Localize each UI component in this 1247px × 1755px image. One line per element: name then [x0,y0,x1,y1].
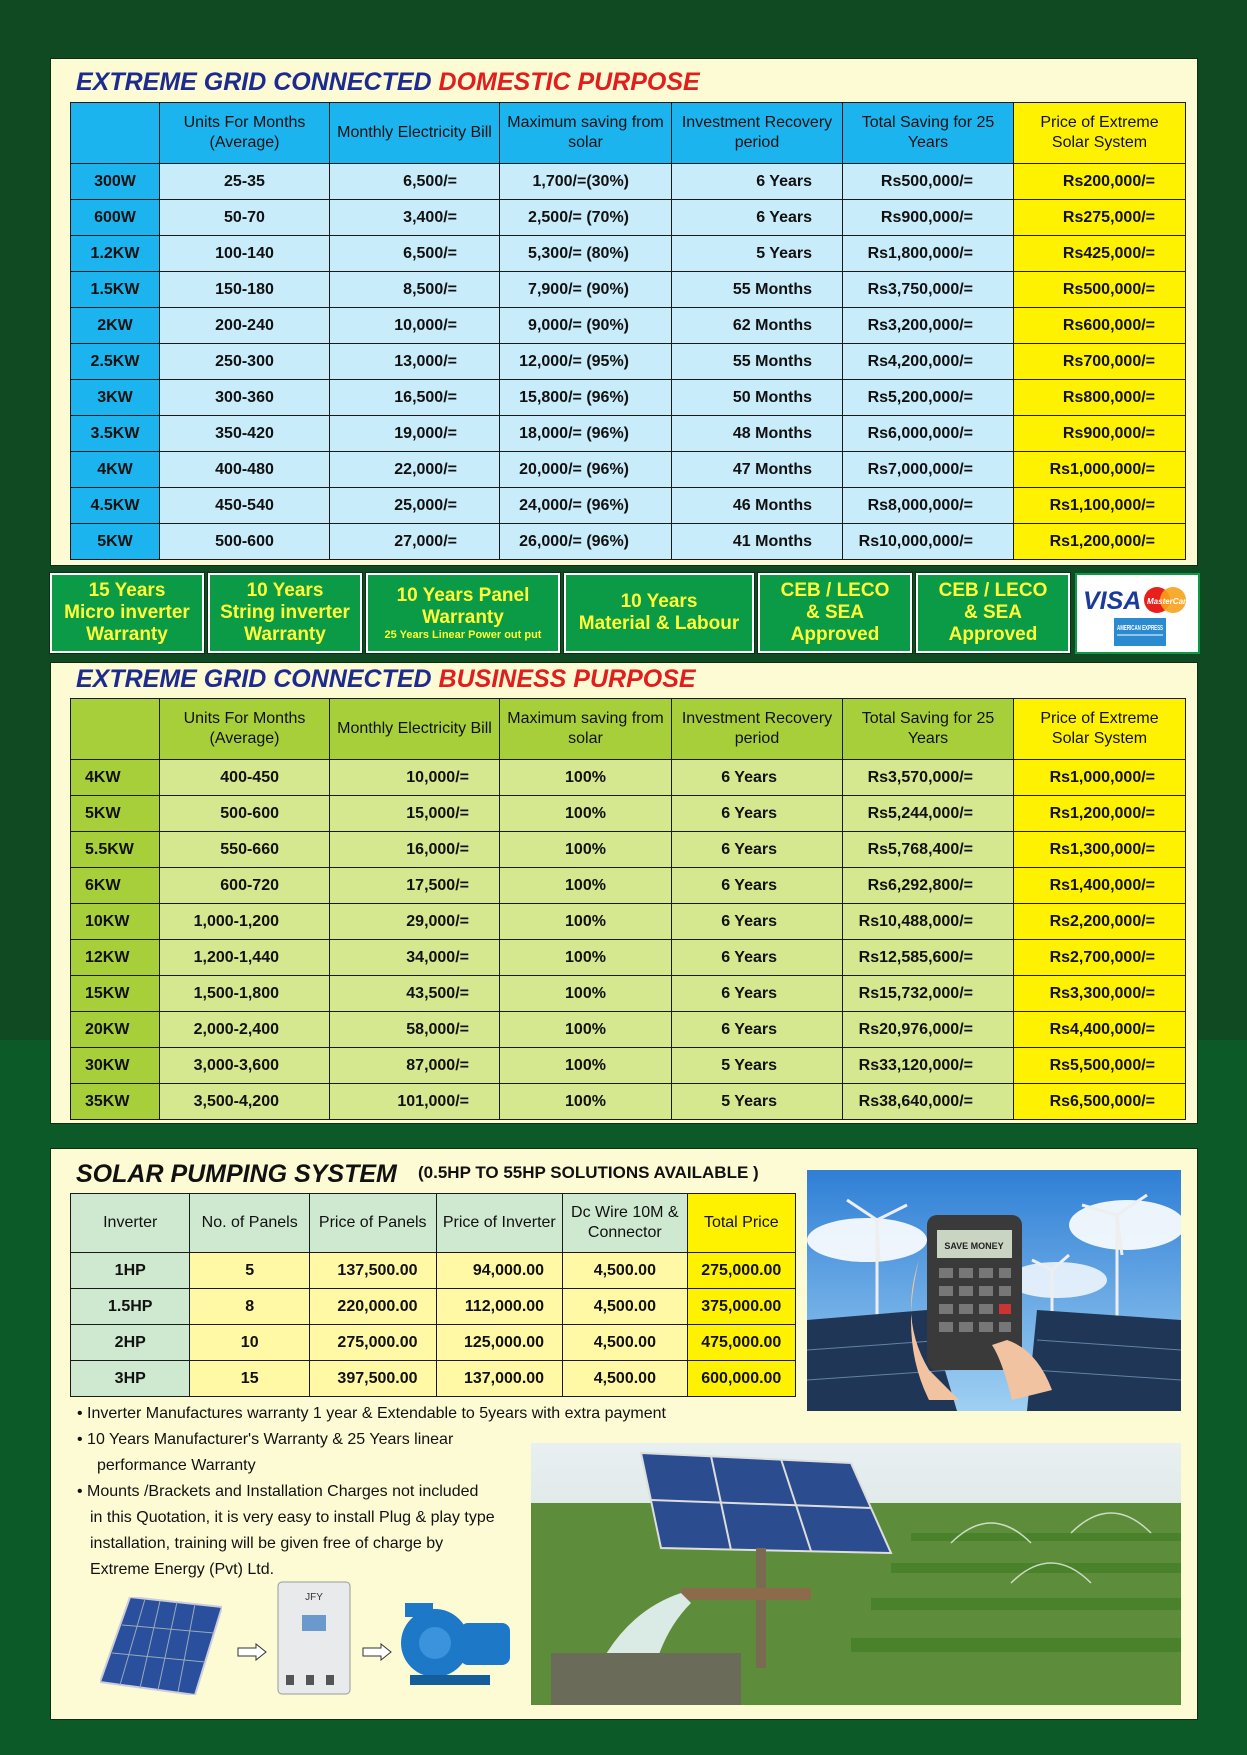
domestic-cell: Rs800,000/= [1014,380,1186,416]
domestic-cell: 6,500/= [330,236,500,272]
business-header-row [71,699,1186,760]
visa-text: VISA [1083,587,1142,615]
business-cell: 5KW [71,796,160,832]
domestic-row [71,380,1186,416]
domestic-cell: 2KW [71,308,160,344]
domestic-header-cell: Maximum saving from solar [500,103,672,164]
domestic-header-cell: Price of Extreme Solar System [1014,103,1186,164]
inverter-brand: JFY [305,1592,323,1603]
domestic-cell: 50-70 [160,200,330,236]
domestic-cell: 6 Years [672,200,843,236]
domestic-cell: 600W [71,200,160,236]
badge-line: 15 Years [88,580,166,601]
domestic-cell: 55 Months [672,344,843,380]
amex-text: AMERICAN EXPRESS [1117,625,1164,632]
business-cell: 550-660 [160,832,330,868]
domestic-cell: 46 Months [672,488,843,524]
domestic-cell: 300-360 [160,380,330,416]
business-cell: 600-720 [160,868,330,904]
business-cell: Rs3,570,000/= [843,760,1014,796]
business-cell: Rs6,292,800/= [843,868,1014,904]
business-header-cell: Total Saving for 25 Years [843,699,1014,760]
business-cell: Rs12,585,600/= [843,940,1014,976]
domestic-cell: 4.5KW [71,488,160,524]
badge-line: & SEA [963,602,1023,623]
business-cell: Rs2,200,000/= [1014,904,1186,940]
business-cell: Rs2,700,000/= [1014,940,1186,976]
pumping-cell: 4,500.00 [563,1253,688,1289]
business-cell: Rs38,640,000/= [843,1084,1014,1120]
domestic-header-row [71,103,1186,164]
pumping-cell: 137,500.00 [309,1253,436,1289]
business-cell: 100% [500,1012,672,1048]
domestic-cell: 8,500/= [330,272,500,308]
save-money-photo [807,1170,1181,1411]
business-cell: 87,000/= [330,1048,500,1084]
domestic-cell: 6 Years [672,164,843,200]
domestic-row [71,272,1186,308]
domestic-header-cell: Investment Recovery period [672,103,843,164]
pumping-header-cell: Total Price [687,1194,795,1253]
pumping-cell: 4,500.00 [563,1325,688,1361]
domestic-cell: 50 Months [672,380,843,416]
domestic-cell: 350-420 [160,416,330,452]
domestic-cell: 250-300 [160,344,330,380]
note-1: • Inverter Manufactures warranty 1 year & Extendable to 5years with extra payment [77,1405,666,1422]
business-cell: 100% [500,1084,672,1120]
business-cell: 2,000-2,400 [160,1012,330,1048]
pumping-row [71,1253,796,1289]
domestic-row [71,524,1186,560]
badge-line: Warranty [86,624,168,645]
domestic-cell: 2.5KW [71,344,160,380]
business-row [71,1012,1186,1048]
business-cell: 43,500/= [330,976,500,1012]
pumping-cell: 5 [190,1253,309,1289]
domestic-cell: 6,500/= [330,164,500,200]
business-cell: 17,500/= [330,868,500,904]
domestic-cell: 3KW [71,380,160,416]
business-cell: Rs15,732,000/= [843,976,1014,1012]
pumping-cell: 1.5HP [71,1289,190,1325]
domestic-cell: Rs275,000/= [1014,200,1186,236]
badge-line: Material & Labour [578,613,740,634]
business-header-cell: Price of Extreme Solar System [1014,699,1186,760]
domestic-cell: 27,000/= [330,524,500,560]
domestic-cell: 5KW [71,524,160,560]
pumping-cell: 375,000.00 [687,1289,795,1325]
business-cell: 100% [500,976,672,1012]
domestic-cell: Rs1,200,000/= [1014,524,1186,560]
business-cell: Rs3,300,000/= [1014,976,1186,1012]
pumping-cell: 2HP [71,1325,190,1361]
badge-line: Approved [790,624,880,645]
business-cell: Rs1,300,000/= [1014,832,1186,868]
domestic-cell: 300W [71,164,160,200]
domestic-cell: 1.5KW [71,272,160,308]
domestic-cell: 47 Months [672,452,843,488]
business-header-cell: Investment Recovery period [672,699,843,760]
domestic-cell: Rs900,000/= [1014,416,1186,452]
domestic-cell: Rs500,000/= [843,164,1014,200]
badge-line: 10 Years [620,591,698,612]
badge-line: & SEA [805,602,865,623]
domestic-cell: 150-180 [160,272,330,308]
domestic-cell: 200-240 [160,308,330,344]
business-header-cell: Monthly Electricity Bill [330,699,500,760]
domestic-cell: Rs600,000/= [1014,308,1186,344]
domestic-cell: 450-540 [160,488,330,524]
domestic-cell: 16,500/= [330,380,500,416]
domestic-cell: 15,800/= (96%) [500,380,672,416]
business-cell: Rs5,768,400/= [843,832,1014,868]
business-cell: 6 Years [672,832,843,868]
pumping-cell: 600,000.00 [687,1361,795,1397]
domestic-cell: 1.2KW [71,236,160,272]
warranty-badge [758,573,912,653]
business-cell: Rs33,120,000/= [843,1048,1014,1084]
business-cell: 35KW [71,1084,160,1120]
domestic-cell: 24,000/= (96%) [500,488,672,524]
business-cell: Rs20,976,000/= [843,1012,1014,1048]
domestic-cell: Rs8,000,000/= [843,488,1014,524]
domestic-cell: Rs5,200,000/= [843,380,1014,416]
business-cell: 5 Years [672,1084,843,1120]
domestic-cell: 4KW [71,452,160,488]
pumping-cell: 220,000.00 [309,1289,436,1325]
business-row [71,1084,1186,1120]
pumping-cell: 125,000.00 [436,1325,563,1361]
business-row [71,796,1186,832]
pumping-cell: 8 [190,1289,309,1325]
domestic-cell: 25,000/= [330,488,500,524]
business-cell: 34,000/= [330,940,500,976]
domestic-cell: Rs3,750,000/= [843,272,1014,308]
pumping-row [71,1361,796,1397]
domestic-cell: 9,000/= (90%) [500,308,672,344]
business-cell: 100% [500,760,672,796]
business-cell: 100% [500,868,672,904]
domestic-cell: 55 Months [672,272,843,308]
note-3: • Mounts /Brackets and Installation Charges not included [77,1483,479,1500]
pumping-header-cell: Dc Wire 10M & Connector [563,1194,688,1253]
pumping-cell: 4,500.00 [563,1361,688,1397]
domestic-row [71,200,1186,236]
business-cell: 6 Years [672,976,843,1012]
pumping-cell: 475,000.00 [687,1325,795,1361]
business-cell: 100% [500,832,672,868]
business-header-cell: Maximum saving from solar [500,699,672,760]
note-3-cont-3: Extreme Energy (Pvt) Ltd. [90,1561,275,1578]
domestic-cell: Rs1,800,000/= [843,236,1014,272]
pumping-cell: 137,000.00 [436,1361,563,1397]
domestic-cell: 400-480 [160,452,330,488]
domestic-cell: 20,000/= (96%) [500,452,672,488]
pumping-cell: 3HP [71,1361,190,1397]
domestic-cell: 100-140 [160,236,330,272]
pumping-cell: 275,000.00 [687,1253,795,1289]
business-cell: Rs4,400,000/= [1014,1012,1186,1048]
business-cell: 100% [500,904,672,940]
pumping-title: SOLAR PUMPING SYSTEM [76,1160,397,1188]
domestic-row [71,164,1186,200]
business-cell: 20KW [71,1012,160,1048]
badge-small-line: 25 Years Linear Power out put [384,628,542,641]
pumping-row [71,1325,796,1361]
pumping-cell: 112,000.00 [436,1289,563,1325]
business-cell: 1,000-1,200 [160,904,330,940]
arrow-right-icon [237,1643,267,1661]
business-row [71,1048,1186,1084]
domestic-title-part1: EXTREME GRID CONNECTED [76,68,432,96]
domestic-cell: 41 Months [672,524,843,560]
business-cell: 10KW [71,904,160,940]
business-cell: 3,500-4,200 [160,1084,330,1120]
domestic-row [71,344,1186,380]
business-cell: 1,200-1,440 [160,940,330,976]
business-title [76,665,696,694]
pumping-cell: 94,000.00 [436,1253,563,1289]
warranty-badge [564,573,754,653]
mastercard-logo [1144,587,1192,613]
pumping-header-cell: Price of Inverter [436,1194,563,1253]
domestic-header-cell: Units For Months (Average) [160,103,330,164]
domestic-cell: Rs6,000,000/= [843,416,1014,452]
solar-pump-photo [531,1443,1181,1705]
business-cell: Rs10,488,000/= [843,904,1014,940]
domestic-cell: Rs1,100,000/= [1014,488,1186,524]
business-cell: 6 Years [672,940,843,976]
domestic-cell: 3,400/= [330,200,500,236]
domestic-cell: 18,000/= (96%) [500,416,672,452]
domestic-cell: 26,000/= (96%) [500,524,672,560]
business-cell: 16,000/= [330,832,500,868]
pumping-header-cell: No. of Panels [190,1194,309,1253]
pumping-header-cell: Inverter [71,1194,190,1253]
domestic-row [71,488,1186,524]
note-3-cont-1: in this Quotation, it is very easy to install Plug & play type [90,1509,495,1526]
business-cell: Rs6,500,000/= [1014,1084,1186,1120]
business-cell: Rs1,000,000/= [1014,760,1186,796]
domestic-cell: 7,900/= (90%) [500,272,672,308]
pumping-row [71,1289,796,1325]
visa-logo [1083,587,1141,615]
business-row [71,868,1186,904]
business-title-part1: EXTREME GRID CONNECTED [76,665,432,693]
badge-line: Approved [948,624,1038,645]
badge-line: String inverter [220,602,350,623]
business-cell: Rs5,244,000/= [843,796,1014,832]
domestic-cell: 12,000/= (95%) [500,344,672,380]
domestic-header-cell: Total Saving for 25 Years [843,103,1014,164]
amex-logo [1114,618,1166,646]
domestic-cell: 22,000/= [330,452,500,488]
pumping-cell: 15 [190,1361,309,1397]
business-row [71,832,1186,868]
domestic-cell: 5,300/= (80%) [500,236,672,272]
domestic-cell: Rs900,000/= [843,200,1014,236]
domestic-cell: Rs425,000/= [1014,236,1186,272]
arrow-right-icon-2 [362,1643,392,1661]
warranty-badge [916,573,1070,653]
domestic-cell: 48 Months [672,416,843,452]
domestic-cell: 2,500/= (70%) [500,200,672,236]
business-row [71,904,1186,940]
pumping-cell: 275,000.00 [309,1325,436,1361]
domestic-price-table [70,102,1186,560]
badge-line: Warranty [244,624,326,645]
business-cell: 30KW [71,1048,160,1084]
domestic-cell: 62 Months [672,308,843,344]
business-cell: 10,000/= [330,760,500,796]
domestic-cell: 500-600 [160,524,330,560]
business-cell: 100% [500,1048,672,1084]
domestic-cell: 3.5KW [71,416,160,452]
domestic-cell: Rs3,200,000/= [843,308,1014,344]
domestic-cell: 5 Years [672,236,843,272]
calculator-display: SAVE MONEY [944,1241,1004,1251]
domestic-row [71,416,1186,452]
domestic-row [71,452,1186,488]
domestic-cell: 25-35 [160,164,330,200]
domestic-row [71,236,1186,272]
business-cell: 6 Years [672,796,843,832]
warranty-badge [208,573,362,653]
badge-line: Warranty [422,606,504,628]
business-cell: 6 Years [672,1012,843,1048]
business-cell: 3,000-3,600 [160,1048,330,1084]
note-2-cont: performance Warranty [97,1457,256,1474]
badge-line: Micro inverter [64,602,190,623]
pumping-cell: 1HP [71,1253,190,1289]
pump-inverter-icon [276,1580,352,1698]
solar-panel-icon [100,1597,222,1695]
business-cell: 15,000/= [330,796,500,832]
pumping-cell: 4,500.00 [563,1289,688,1325]
business-header-cell: Units For Months (Average) [160,699,330,760]
business-title-part2: BUSINESS PURPOSE [438,665,696,693]
business-cell: 100% [500,796,672,832]
business-cell: 58,000/= [330,1012,500,1048]
business-row [71,976,1186,1012]
pumping-subtitle: (0.5HP TO 55HP SOLUTIONS AVAILABLE ) [418,1163,759,1182]
pumping-cell: 10 [190,1325,309,1361]
business-cell: Rs1,400,000/= [1014,868,1186,904]
domestic-cell: Rs7,000,000/= [843,452,1014,488]
domestic-cell: Rs4,200,000/= [843,344,1014,380]
domestic-cell: 19,000/= [330,416,500,452]
pumping-price-table [70,1193,796,1397]
business-cell: Rs5,500,000/= [1014,1048,1186,1084]
business-cell: 5 Years [672,1048,843,1084]
business-cell: 6 Years [672,868,843,904]
domestic-cell: Rs200,000/= [1014,164,1186,200]
business-cell: Rs1,200,000/= [1014,796,1186,832]
domestic-row [71,308,1186,344]
business-cell: 6KW [71,868,160,904]
pumping-header-cell: Price of Panels [309,1194,436,1253]
warranty-badge [366,573,560,653]
business-cell: 6 Years [672,904,843,940]
domestic-title-part2: DOMESTIC PURPOSE [438,68,700,96]
domestic-cell: 10,000/= [330,308,500,344]
mastercard-text: MasterCard [1147,597,1192,606]
domestic-cell: Rs10,000,000/= [843,524,1014,560]
business-row [71,940,1186,976]
business-row [71,760,1186,796]
business-header-cell [71,699,160,760]
badge-line: 10 Years Panel [396,584,530,606]
domestic-title [76,68,700,97]
business-cell: 1,500-1,800 [160,976,330,1012]
business-cell: 500-600 [160,796,330,832]
domestic-cell: Rs700,000/= [1014,344,1186,380]
note-3-cont-2: installation, training will be given free of charge by [90,1535,444,1552]
business-cell: 12KW [71,940,160,976]
note-2: • 10 Years Manufacturer's Warranty & 25 Years linear [77,1431,454,1448]
pumping-header-row [71,1194,796,1253]
business-cell: 15KW [71,976,160,1012]
business-cell: 29,000/= [330,904,500,940]
badge-line: CEB / LECO [938,580,1048,601]
water-pump-icon [390,1583,518,1695]
pumping-cell: 397,500.00 [309,1361,436,1397]
business-cell: 4KW [71,760,160,796]
badge-line: 10 Years [246,580,324,601]
business-cell: 6 Years [672,760,843,796]
business-price-table [70,698,1186,1120]
domestic-cell: Rs1,000,000/= [1014,452,1186,488]
badge-line: CEB / LECO [780,580,890,601]
business-cell: 100% [500,940,672,976]
domestic-header-cell: Monthly Electricity Bill [330,103,500,164]
business-cell: 5.5KW [71,832,160,868]
domestic-header-cell [71,103,160,164]
payment-cards [1075,573,1200,654]
business-cell: 400-450 [160,760,330,796]
domestic-cell: Rs500,000/= [1014,272,1186,308]
business-cell: 101,000/= [330,1084,500,1120]
domestic-cell: 13,000/= [330,344,500,380]
domestic-cell: 1,700/=(30%) [500,164,672,200]
warranty-badge [50,573,204,653]
